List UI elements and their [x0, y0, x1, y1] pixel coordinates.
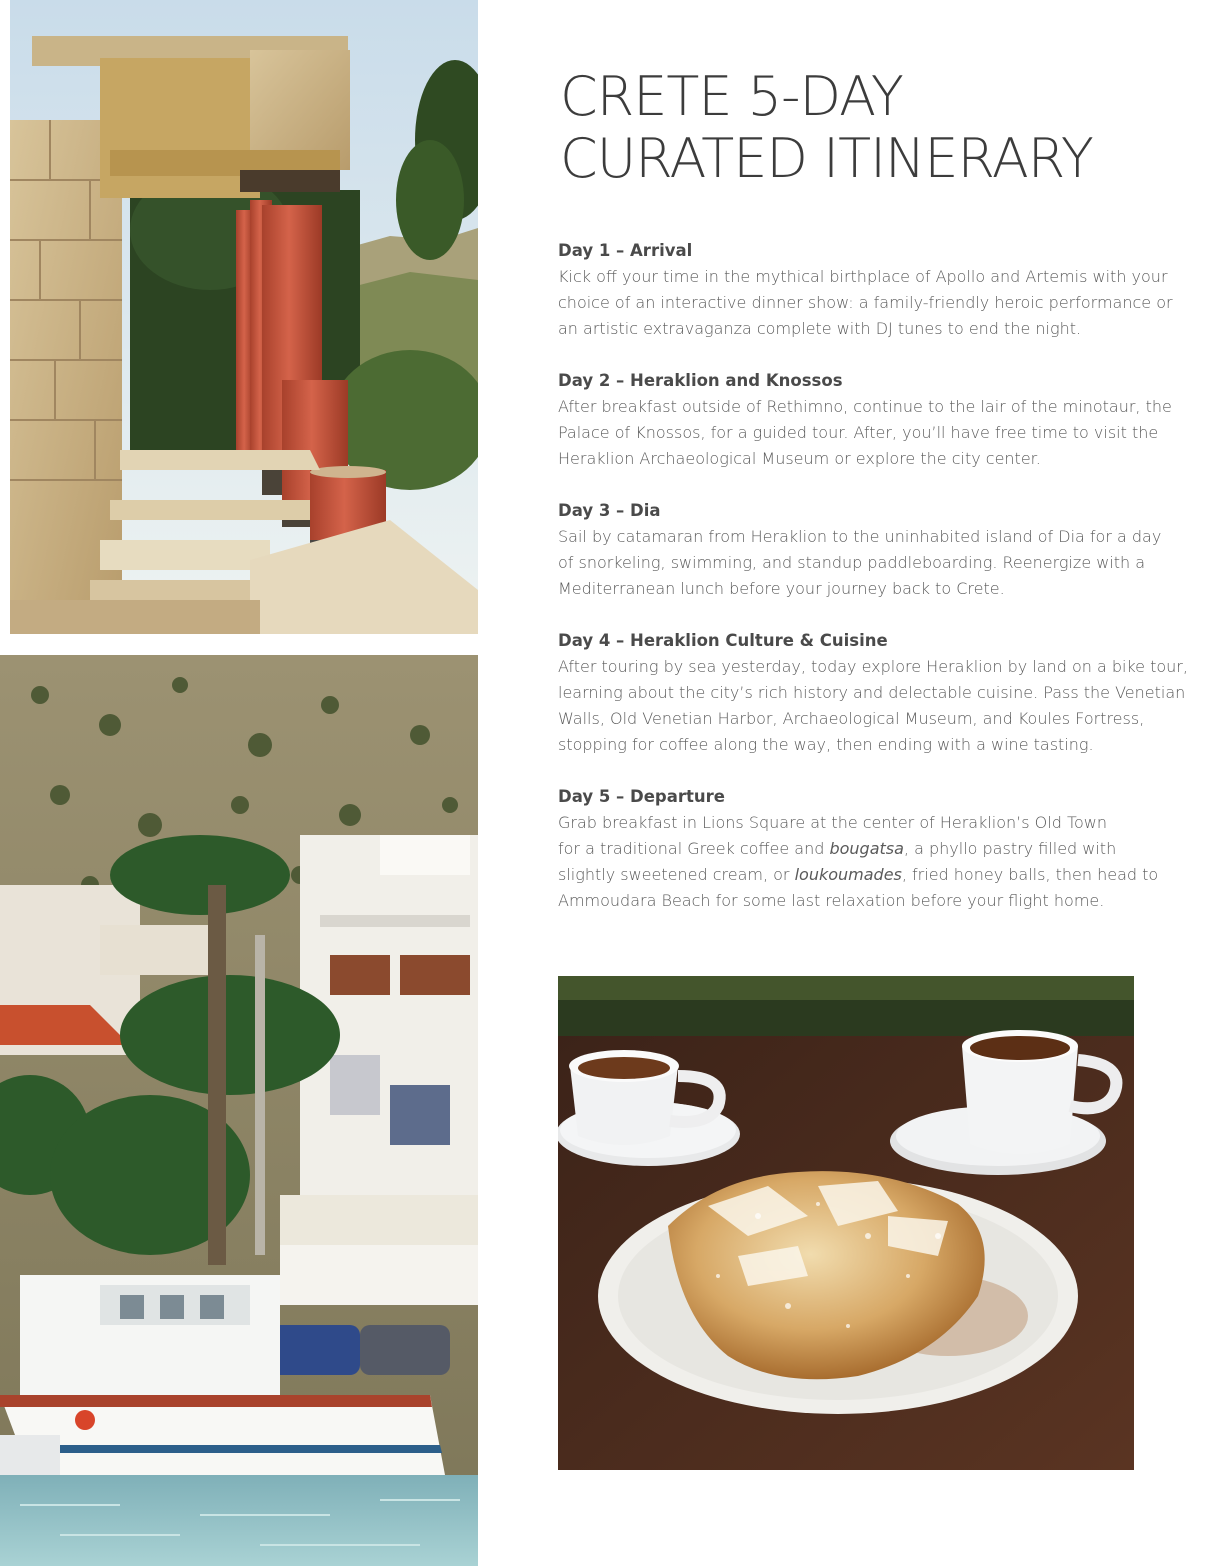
day-4-line: stopping for coffee along the way, then ending with a wine tasting.: [558, 735, 1094, 754]
day-3-description: [558, 524, 1162, 602]
itinerary-list: [558, 238, 1188, 940]
day-5-line: Grab breakfast in Lions Square at the center of Heraklion’s Old Town: [558, 813, 1108, 832]
day-4-description: [558, 654, 1188, 758]
day-5-heading: Day 5 – Departure: [558, 787, 725, 806]
day-4-line: After touring by sea yesterday, today explore Heraklion by land on a bike tour,: [558, 657, 1188, 676]
day-1-heading: Day 1 – Arrival: [558, 241, 693, 260]
day-2-section: [558, 368, 1172, 472]
day-1-line: choice of an interactive dinner show: a family-friendly heroic performance or: [558, 293, 1173, 312]
day-3-line: of snorkeling, swimming, and standup paddleboarding. Reenergize with a: [558, 553, 1146, 572]
day-5-line: [558, 862, 1159, 888]
title-line-2: CURATED ITINERARY: [560, 127, 1093, 190]
day-1-line: an artistic extravaganza complete with DJ tunes to end the night.: [558, 319, 1082, 338]
day-4-line: Walls, Old Venetian Harbor, Archaeological Museum, and Koules Fortress,: [558, 709, 1145, 728]
day-5-line: Ammoudara Beach for some last relaxation before your flight home.: [558, 891, 1105, 910]
day-3-section: [558, 498, 1162, 602]
day-1-description: [558, 264, 1173, 342]
day-5-text: for a traditional Greek coffee and: [558, 839, 830, 858]
greek-coffee-bougatsa-photo: [558, 976, 1134, 1470]
day-5-text: , a phyllo pastry filled with: [903, 839, 1117, 858]
day-5-text: slightly sweetened cream, or: [558, 865, 795, 884]
day-5-text: , fried honey balls, then head to: [901, 865, 1159, 884]
day-4-section: [558, 628, 1188, 758]
page-title: [560, 66, 1160, 190]
day-5-line: [558, 836, 1148, 862]
loukoumades-term: loukoumades: [794, 865, 902, 884]
bougatsa-term: bougatsa: [829, 839, 904, 858]
knossos-palace-photo: [10, 0, 478, 634]
day-2-line: Heraklion Archaeological Museum or explore the city center.: [558, 449, 1041, 468]
day-4-heading: Day 4 – Heraklion Culture & Cuisine: [558, 631, 888, 650]
day-3-line: Sail by catamaran from Heraklion to the uninhabited island of Dia for a day: [558, 527, 1162, 546]
day-1-line: Kick off your time in the mythical birthplace of Apollo and Artemis with your: [558, 267, 1168, 286]
day-1-section: [558, 238, 1173, 342]
day-3-line: Mediterranean lunch before your journey back to Crete.: [558, 579, 1005, 598]
day-2-line: Palace of Knossos, for a guided tour. After, you’ll have free time to visit the: [558, 423, 1159, 442]
day-3-heading: Day 3 – Dia: [558, 501, 661, 520]
harbor-boats-photo: [0, 655, 478, 1566]
day-5-description: [558, 810, 1159, 914]
day-2-description: [558, 394, 1172, 472]
day-4-line: learning about the city’s rich history and delectable cuisine. Pass the Venetian: [558, 683, 1186, 702]
title-line-1: CRETE 5-DAY: [560, 65, 903, 128]
day-5-section: [558, 784, 1159, 914]
day-2-line: After breakfast outside of Rethimno, continue to the lair of the minotaur, the: [558, 397, 1172, 416]
day-2-heading: Day 2 – Heraklion and Knossos: [558, 371, 843, 390]
